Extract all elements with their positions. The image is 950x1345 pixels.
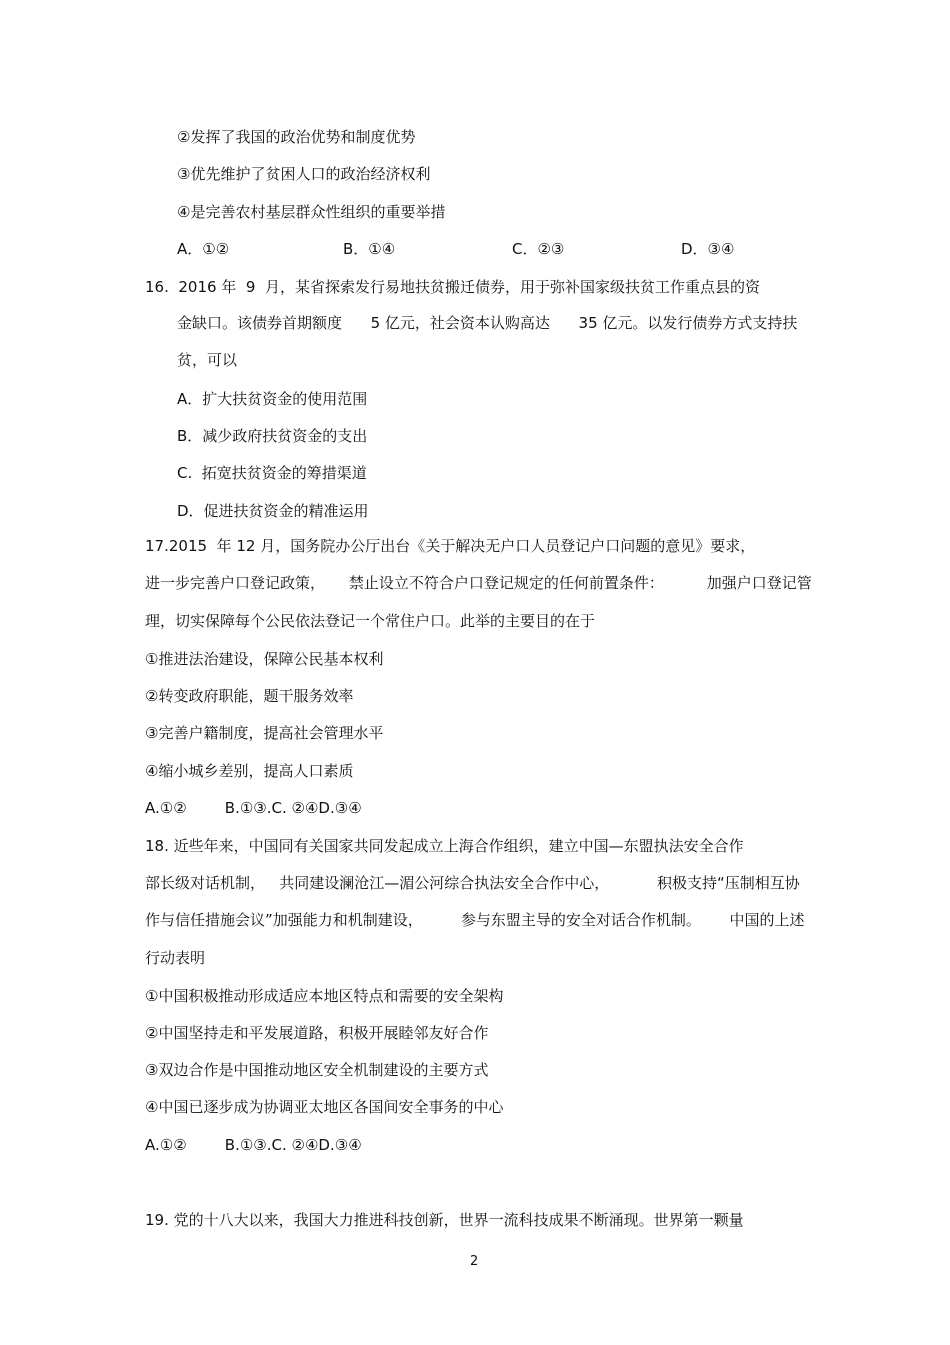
q18-stem-line-4: 行动表明 — [145, 949, 206, 967]
q15-item-4: ④是完善农村基层群众性组织的重要举措 — [177, 203, 446, 221]
q16-option-b: B．减少政府扶贫资金的支出 — [177, 427, 368, 445]
q17-stem-line-2: 进一步完善户口登记政策， 禁止设立不符合户口登记规定的任何前置条件： 加强户口登记管 — [145, 574, 812, 592]
q18-stem-line-3: 作与信任措施会议”加强能力和机制建设， 参与东盟主导的安全对话合作机制。 中国的上述 — [145, 911, 805, 929]
q19-stem-line-1: 19. 党的十八大以来，我国大力推进科技创新，世界一流科技成果不断涌现。世界第一颗量 — [145, 1211, 744, 1229]
q16-option-d: D．促进扶贫资金的精准运用 — [177, 502, 369, 520]
q17-item-3: ③完善户籍制度，提高社会管理水平 — [145, 724, 384, 742]
q18-item-1: ①中国积极推动形成适应本地区特点和需要的安全架构 — [145, 987, 504, 1005]
q18-stem-line-1: 18. 近些年来，中国同有关国家共同发起成立上海合作组织，建立中国—东盟执法安全合作 — [145, 837, 744, 855]
q17-item-1: ①推进法治建设，保障公民基本权利 — [145, 650, 384, 668]
q16-option-c: C. 拓宽扶贫资金的筹措渠道 — [177, 464, 367, 482]
q17-answer-options: A.①② B.①③.C. ②④D.③④ — [145, 799, 362, 817]
q17-stem-line-1: 17.2015 年 12 月，国务院办公厅出台《关于解决无户口人员登记户口问题的意见》要求， — [145, 537, 756, 555]
q16-stem-line-1: 16. 2016 年 9 月，某省探索发行易地扶贫搬迁债券，用于弥补国家级扶贫工作重点县的资 — [145, 278, 760, 296]
q17-item-4: ④缩小城乡差别，提高人口素质 — [145, 762, 354, 780]
q16-stem-line-2: 金缺口。该债券首期额度 5 亿元，社会资本认购高达 35 亿元。以发行债券方式支持扶 — [177, 314, 798, 332]
q18-item-4: ④中国已逐步成为协调亚太地区各国间安全事务的中心 — [145, 1098, 504, 1116]
q15-option-d: D．③④ — [681, 240, 735, 258]
q18-stem-line-2: 部长级对话机制， 共同建设澜沧江—湄公河综合执法安全合作中心， 积极支持“压制相互协 — [145, 874, 800, 892]
q17-stem-line-3: 理，切实保障每个公民依法登记一个常住户口。此举的主要目的在于 — [145, 612, 596, 630]
q16-option-a: A．扩大扶贫资金的使用范围 — [177, 390, 368, 408]
q15-item-2: ②发挥了我国的政治优势和制度优势 — [177, 128, 416, 146]
q17-item-2: ②转变政府职能，题干服务效率 — [145, 687, 354, 705]
q15-option-a: A．①② — [177, 240, 230, 258]
q15-option-c: C．②③ — [512, 240, 565, 258]
q18-item-2: ②中国坚持走和平发展道路，积极开展睦邻友好合作 — [145, 1024, 489, 1042]
q16-stem-line-3: 贫，可以 — [177, 351, 238, 369]
q15-item-3: ③优先维护了贫困人口的政治经济权利 — [177, 165, 431, 183]
q15-option-b: B．①④ — [343, 240, 396, 258]
page-number: 2 — [470, 1254, 479, 1269]
q18-item-3: ③双边合作是中国推动地区安全机制建设的主要方式 — [145, 1061, 489, 1079]
q18-answer-options: A.①② B.①③.C. ②④D.③④ — [145, 1136, 362, 1154]
